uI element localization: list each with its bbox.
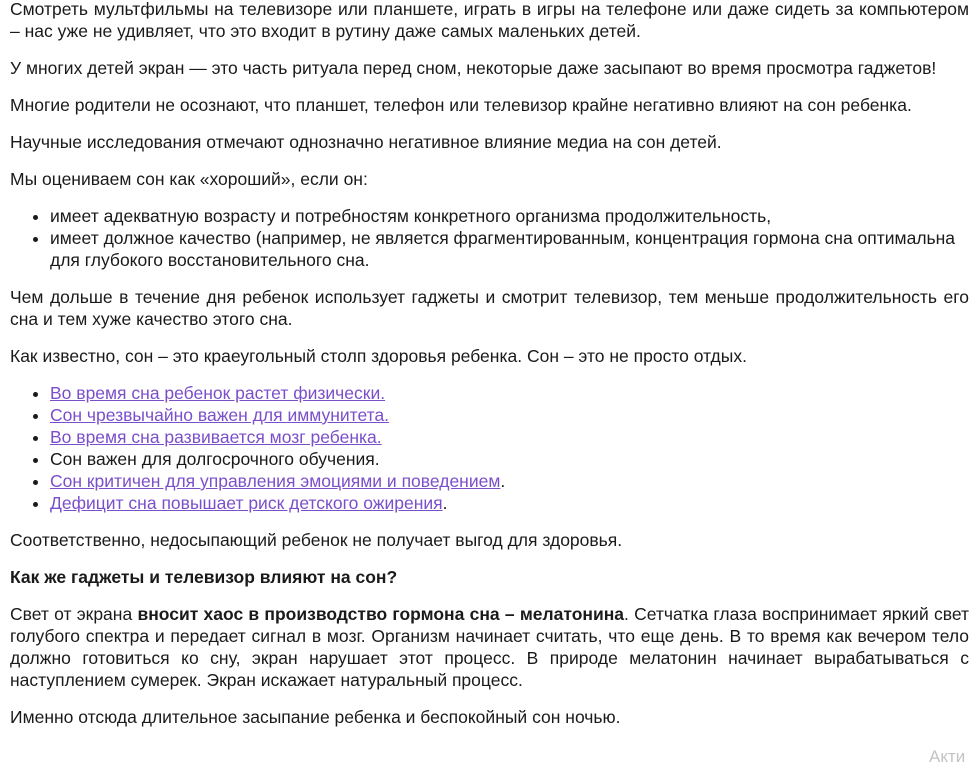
list-item: [50, 470, 969, 492]
list-item: [50, 382, 969, 404]
list-item: [50, 404, 969, 426]
list-item: [50, 426, 969, 448]
paragraph-consequence: Соответственно, недосыпающий ребенок не получает выгод для здоровья.: [10, 530, 623, 550]
section-heading: Как же гаджеты и телевизор влияют на сон?: [10, 567, 398, 587]
list-item-suffix: .: [442, 493, 448, 513]
paragraph-bedtime-ritual: У многих детей экран — это часть ритуала перед сном, некоторые даже засыпают во время просмотра гаджетов!: [10, 58, 937, 78]
link-immunity[interactable]: Сон чрезвычайно важен для иммунитета.: [50, 405, 390, 425]
list-item: • имеет должное качество (например, не является фрагментированным, концентрация гормона сна оптимальна для глубокого восстановительного сна.: [50, 227, 969, 271]
paragraph-parents: Многие родители не осознают, что планшет, телефон или телевизор крайне негативно влияют на сон ребенка.: [10, 95, 912, 115]
paragraph-gadget-effect: Чем дольше в течение дня ребенок использует гаджеты и смотрит телевизор, тем меньше продолжительность его сна и тем хуже качество этого сна.: [10, 287, 969, 329]
activation-watermark: Акти: [929, 747, 966, 766]
link-physical-growth[interactable]: Во время сна ребенок растет физически.: [50, 383, 386, 403]
sleep-benefits-list: [10, 382, 969, 514]
list-item-text-learning: Сон важен для долгосрочного обучения.: [50, 449, 380, 469]
paragraph-research: Научные исследования отмечают однозначно негативное влияние медиа на сон детей.: [10, 132, 722, 152]
list-item: [50, 492, 969, 514]
list-item: [50, 448, 969, 470]
list-item-suffix: .: [500, 471, 506, 491]
link-brain-development[interactable]: Во время сна развивается мозг ребенка.: [50, 427, 382, 447]
paragraph-melatonin-start: Свет от экрана: [10, 604, 138, 624]
paragraph-melatonin: [10, 603, 969, 691]
article-body: [10, 0, 969, 743]
paragraph-good-sleep-criteria-intro: Мы оцениваем сон как «хороший», если он:: [10, 169, 368, 189]
paragraph-intro: Смотреть мультфильмы на телевизоре или планшете, играть в игры на телефоне или даже сидеть за компьютером – нас уже не удивляет, что это входит в рутину даже самых маленьких детей.: [10, 0, 969, 41]
paragraph-sleep-pillar: Как известно, сон – это краеугольный столп здоровья ребенка. Сон – это не просто отдых.: [10, 346, 747, 366]
good-sleep-criteria-list: [10, 205, 969, 271]
link-emotions-behavior[interactable]: Сон критичен для управления эмоциями и поведением: [50, 471, 501, 491]
link-childhood-obesity[interactable]: Дефицит сна повышает риск детского ожирения: [50, 493, 443, 513]
paragraph-melatonin-bold: вносит хаос в производство гормона сна – мелатонина: [137, 604, 625, 624]
paragraph-melatonin-end: . Сетчатка глаза воспринимает яркий свет голубого спектра и передает сигнал в мозг. Организм начинает считать, что еще день. В то время как вечером тело должно готовиться ко сну, экран нарушает этот процесс. В природе мелатонин начинает вырабатываться с наступлением сумерек. Экран искажает натуральный процесс.: [10, 604, 969, 690]
paragraph-conclusion: Именно отсюда длительное засыпание ребенка и беспокойный сон ночью.: [10, 707, 621, 727]
list-item: • имеет адекватную возрасту и потребностям конкретного организма продолжительность,: [50, 205, 969, 227]
